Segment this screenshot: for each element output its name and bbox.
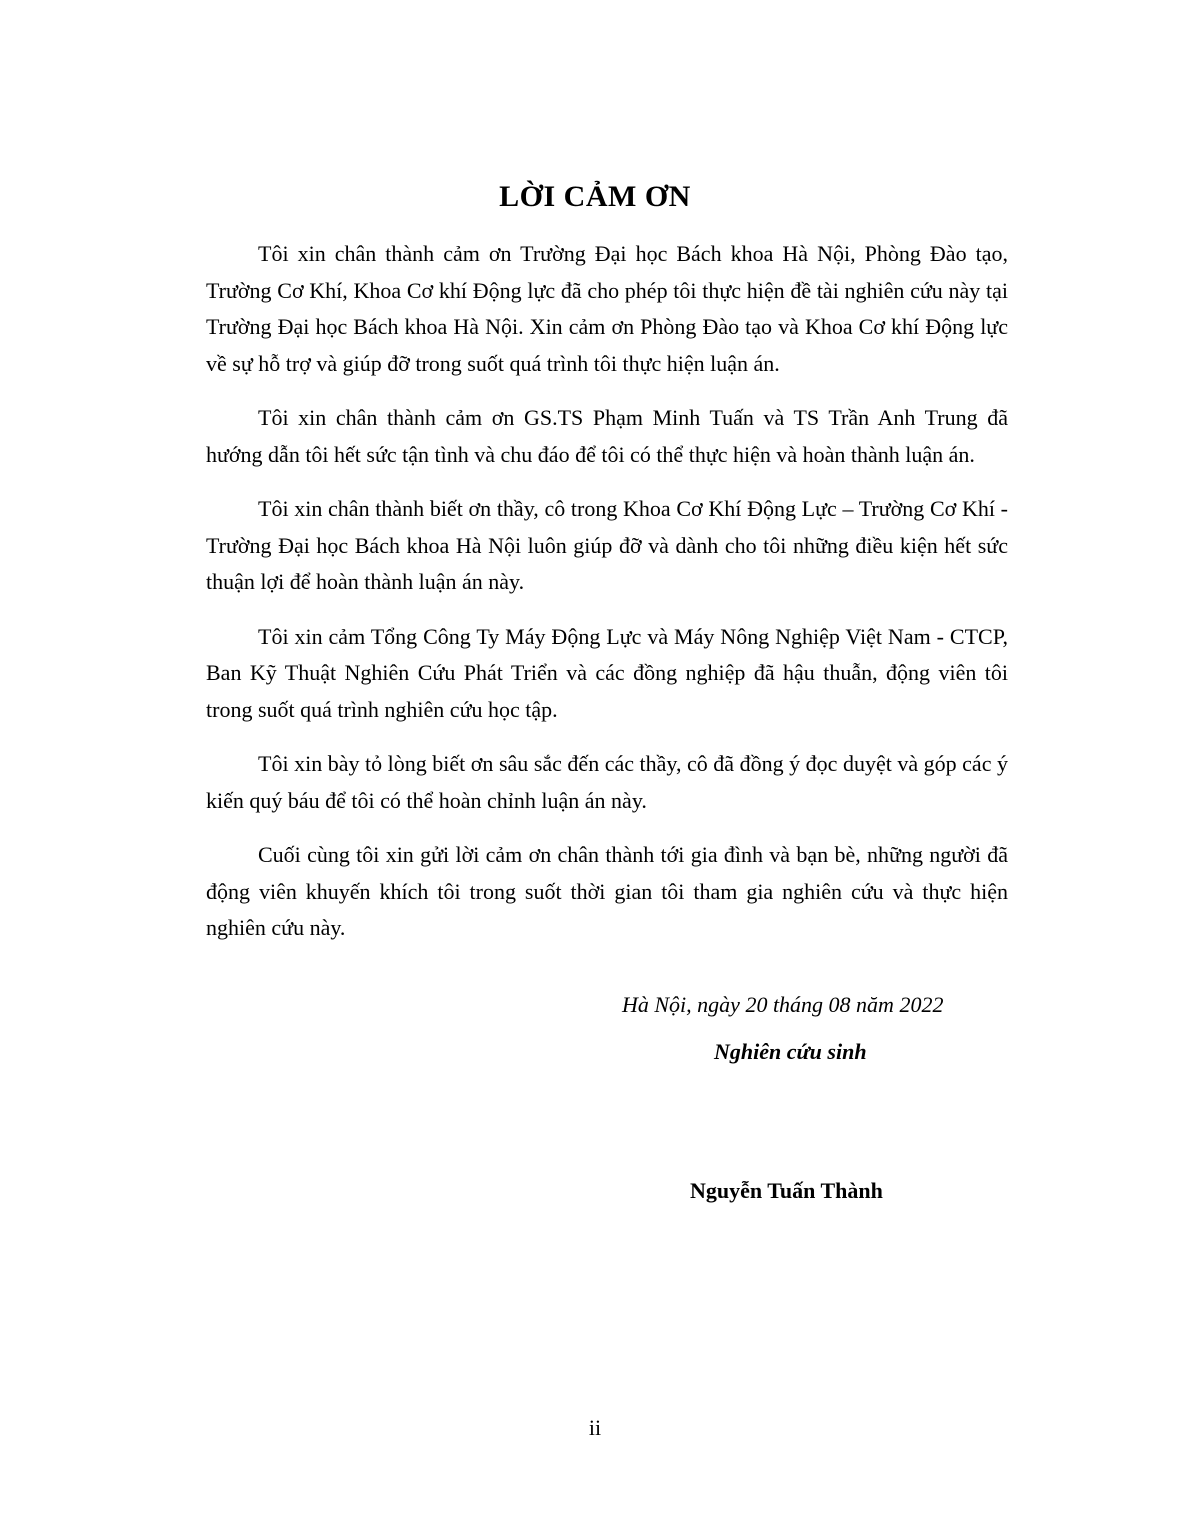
author-name: Nguyễn Tuấn Thành [690, 1178, 883, 1203]
paragraph-1: Tôi xin chân thành cảm ơn Trường Đại học Bách khoa Hà Nội, Phòng Đào tạo, Trường Cơ Khí, Khoa Cơ khí Động lực đã cho phép tôi thực hiện đề tài nghiên cứu này tại Trường Đại học Bách khoa Hà Nội. Xin cảm ơn Phòng Đào tạo và Khoa Cơ khí Động lực về sự hỗ trợ và giúp đỡ trong suốt quá trình tôi thực hiện luận án. [206, 241, 1008, 376]
paragraph-6: Cuối cùng tôi xin gửi lời cảm ơn chân thành tới gia đình và bạn bè, những người đã động viên khuyến khích tôi trong suốt thời gian tôi tham gia nghiên cứu và thực hiện nghiên cứu này. [206, 842, 1008, 940]
page-number: ii [588, 1415, 602, 1440]
acknowledgement-body [206, 236, 1008, 965]
page-title: LỜI CẢM ƠN [499, 180, 691, 213]
paragraph-4: Tôi xin cảm Tổng Công Ty Máy Động Lực và Máy Nông Nghiệp Việt Nam - CTCP, Ban Kỹ Thuật Nghiên Cứu Phát Triển và các đồng nghiệp đã hậu thuẫn, động viên tôi trong suốt quá trình nghiên cứu học tập. [206, 623, 1008, 722]
paragraph-5: Tôi xin bày tỏ lòng biết ơn sâu sắc đến các thầy, cô đã đồng ý đọc duyệt và góp các ý kiến quý báu để tôi có thể hoàn chỉnh luận án này. [206, 751, 1008, 813]
date-line: Hà Nội, ngày 20 tháng 08 năm 2022 [622, 992, 944, 1017]
paragraph-3: Tôi xin chân thành biết ơn thầy, cô trong Khoa Cơ Khí Động Lực – Trường Cơ Khí - Trường Đại học Bách khoa Hà Nội luôn giúp đỡ và dành cho tôi những điều kiện hết sức thuận lợi để hoàn thành luận án này. [206, 496, 1008, 594]
author-role: Nghiên cứu sinh [714, 1039, 867, 1064]
paragraph-2: Tôi xin chân thành cảm ơn GS.TS Phạm Minh Tuấn và TS Trần Anh Trung đã hướng dẫn tôi hết sức tận tình và chu đáo để tôi có thể thực hiện và hoàn thành luận án. [206, 405, 1008, 467]
